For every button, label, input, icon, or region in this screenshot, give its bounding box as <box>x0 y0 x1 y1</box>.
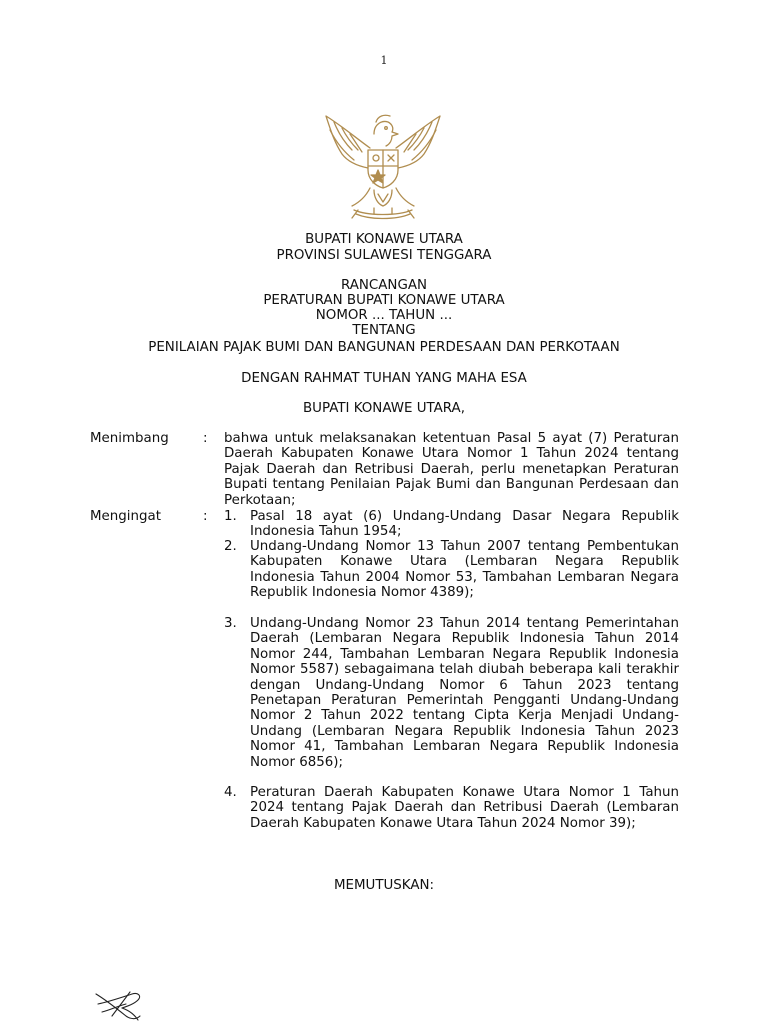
garuda-pancasila-emblem-icon <box>312 108 454 226</box>
regulation-title: PERATURAN BUPATI KONAWE UTARA <box>263 293 505 308</box>
observing-colon: : <box>203 509 208 524</box>
regulation-number: NOMOR ... TAHUN ... <box>315 308 453 323</box>
considering-label: Menimbang <box>90 431 169 446</box>
about-label: TENTANG <box>352 323 416 338</box>
initial-signature-icon <box>92 986 152 1024</box>
regulation-subject: PENILAIAN PAJAK BUMI DAN BANGUNAN PERDESAAN DAN PERKOTAAN <box>148 340 620 355</box>
issuer: BUPATI KONAWE UTARA, <box>303 401 465 416</box>
page-number: 1 <box>380 54 388 67</box>
list-text: Peraturan Daerah Kabupaten Konawe Utara Nomor 1 Tahun 2024 tentang Pajak Daerah dan Retribusi Daerah (Lembaran Daerah Kabupaten Konawe Utara Tahun 2024 Nomor 39); <box>250 785 679 831</box>
decision-heading: MEMUTUSKAN: <box>333 878 435 893</box>
list-number: 1. <box>224 509 237 524</box>
list-number: 3. <box>224 616 237 631</box>
header-regent-title: BUPATI KONAWE UTARA <box>305 232 463 247</box>
header-province-title: PROVINSI SULAWESI TENGGARA <box>276 248 492 263</box>
list-text: Undang-Undang Nomor 13 Tahun 2007 tentang Pembentukan Kabupaten Konawe Utara (Lembaran Negara Republik Indonesia Tahun 2004 Nomor 53, Tambahan Lembaran Negara Republik Indonesia Nomor 4389); <box>250 539 679 601</box>
considering-colon: : <box>203 431 208 446</box>
draft-label: RANCANGAN <box>340 278 428 293</box>
considering-text: bahwa untuk melaksanakan ketentuan Pasal 5 ayat (7) Peraturan Daerah Kabupaten Konawe Utara Nomor 1 Tahun 2024 tentang Pajak Daerah dan Retribusi Daerah, perlu menetapkan Peraturan Bupati tentang Penilaian Pajak Bumi dan Bangunan Perdesaan dan Perkotaan; <box>224 431 679 508</box>
list-text: Pasal 18 ayat (6) Undang-Undang Dasar Negara Republik Indonesia Tahun 1954; <box>250 509 679 540</box>
list-text: Undang-Undang Nomor 23 Tahun 2014 tentang Pemerintahan Daerah (Lembaran Negara Republik Indonesia Tahun 2014 Nomor 244, Tambahan Lembaran Negara Republik Indonesia Nomor 5587) sebagaimana telah diubah beberapa kali terakhir dengan Undang-Undang Nomor 6 Tahun 2023 tentang Penetapan Peraturan Pemerintah Pengganti Undang-Undang Nomor 2 Tahun 2022 tentang Cipta Kerja Menjadi Undang-Undang (Lembaran Negara Republik Indonesia Tahun 2023 Nomor 41, Tambahan Lembaran Negara Republik Indonesia Nomor 6856); <box>250 616 679 770</box>
list-number: 2. <box>224 539 237 554</box>
observing-label: Mengingat <box>90 509 161 524</box>
list-number: 4. <box>224 785 237 800</box>
invocation: DENGAN RAHMAT TUHAN YANG MAHA ESA <box>241 371 527 386</box>
